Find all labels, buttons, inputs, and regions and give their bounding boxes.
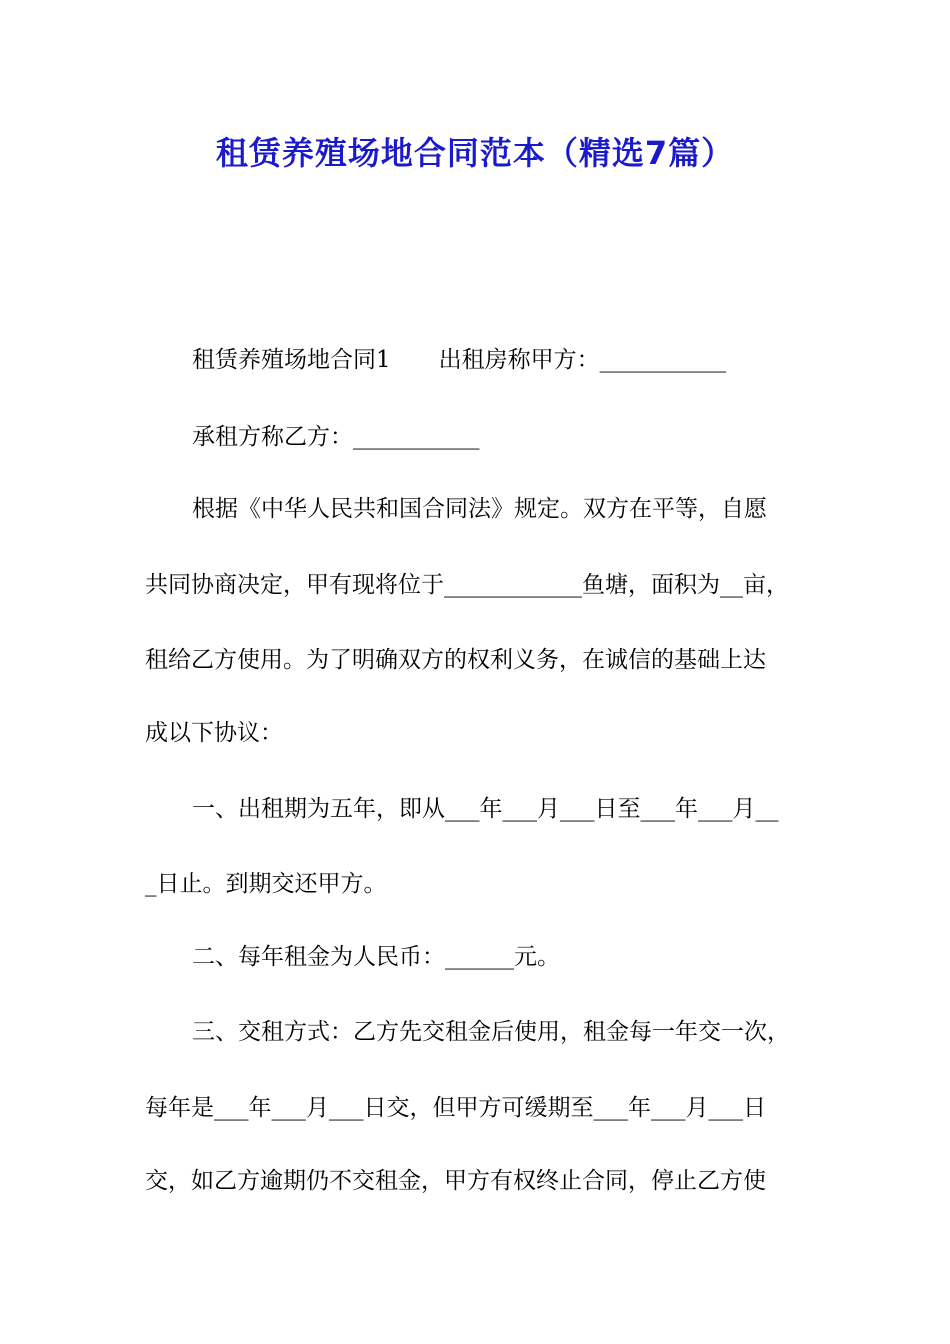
body-text: _日止。到期交还甲方。 [145, 871, 387, 897]
body-text: 三、交租方式：乙方先交租金后使用，租金每一年交一次， [192, 1019, 790, 1045]
paragraph-line-2 [192, 422, 480, 452]
paragraph-line-7 [192, 794, 779, 824]
paragraph-line-5 [145, 645, 766, 675]
body-text: 一、出租期为五年，即从___年___月___日至___年___月__ [192, 796, 779, 822]
document-title: 租赁养殖场地合同范本（精选7篇） [215, 134, 735, 172]
body-text: 交，如乙方逾期仍不交租金，甲方有权终止合同，停止乙方使 [145, 1168, 766, 1194]
paragraph-line-4 [145, 570, 789, 600]
lessee-field: 承租方称乙方：___________ [192, 424, 480, 450]
body-text: 租给乙方使用。为了明确双方的权利义务，在诚信的基础上达 [145, 647, 766, 673]
body-text: 每年是___年___月___日交，但甲方可缓期至___年___月___日 [145, 1095, 766, 1121]
body-text: 共同协商决定，甲有现将位于____________鱼塘，面积为__亩， [145, 572, 789, 598]
body-text: 成以下协议： [145, 720, 283, 746]
paragraph-line-12 [145, 1166, 766, 1196]
paragraph-line-10 [192, 1017, 790, 1047]
paragraph-line-8 [145, 869, 387, 899]
paragraph-line-6 [145, 718, 283, 748]
body-text: 根据《中华人民共和国合同法》规定。双方在平等，自愿 [192, 496, 767, 522]
paragraph-line-3 [192, 494, 767, 524]
paragraph-line-11 [145, 1093, 766, 1123]
body-text: 二、每年租金为人民币：______元。 [192, 944, 560, 970]
paragraph-line-9 [192, 942, 560, 972]
lessor-field: 出租房称甲方：___________ [438, 347, 727, 373]
contract-heading: 租赁养殖场地合同1 [192, 347, 391, 373]
paragraph-line-1 [192, 345, 726, 375]
